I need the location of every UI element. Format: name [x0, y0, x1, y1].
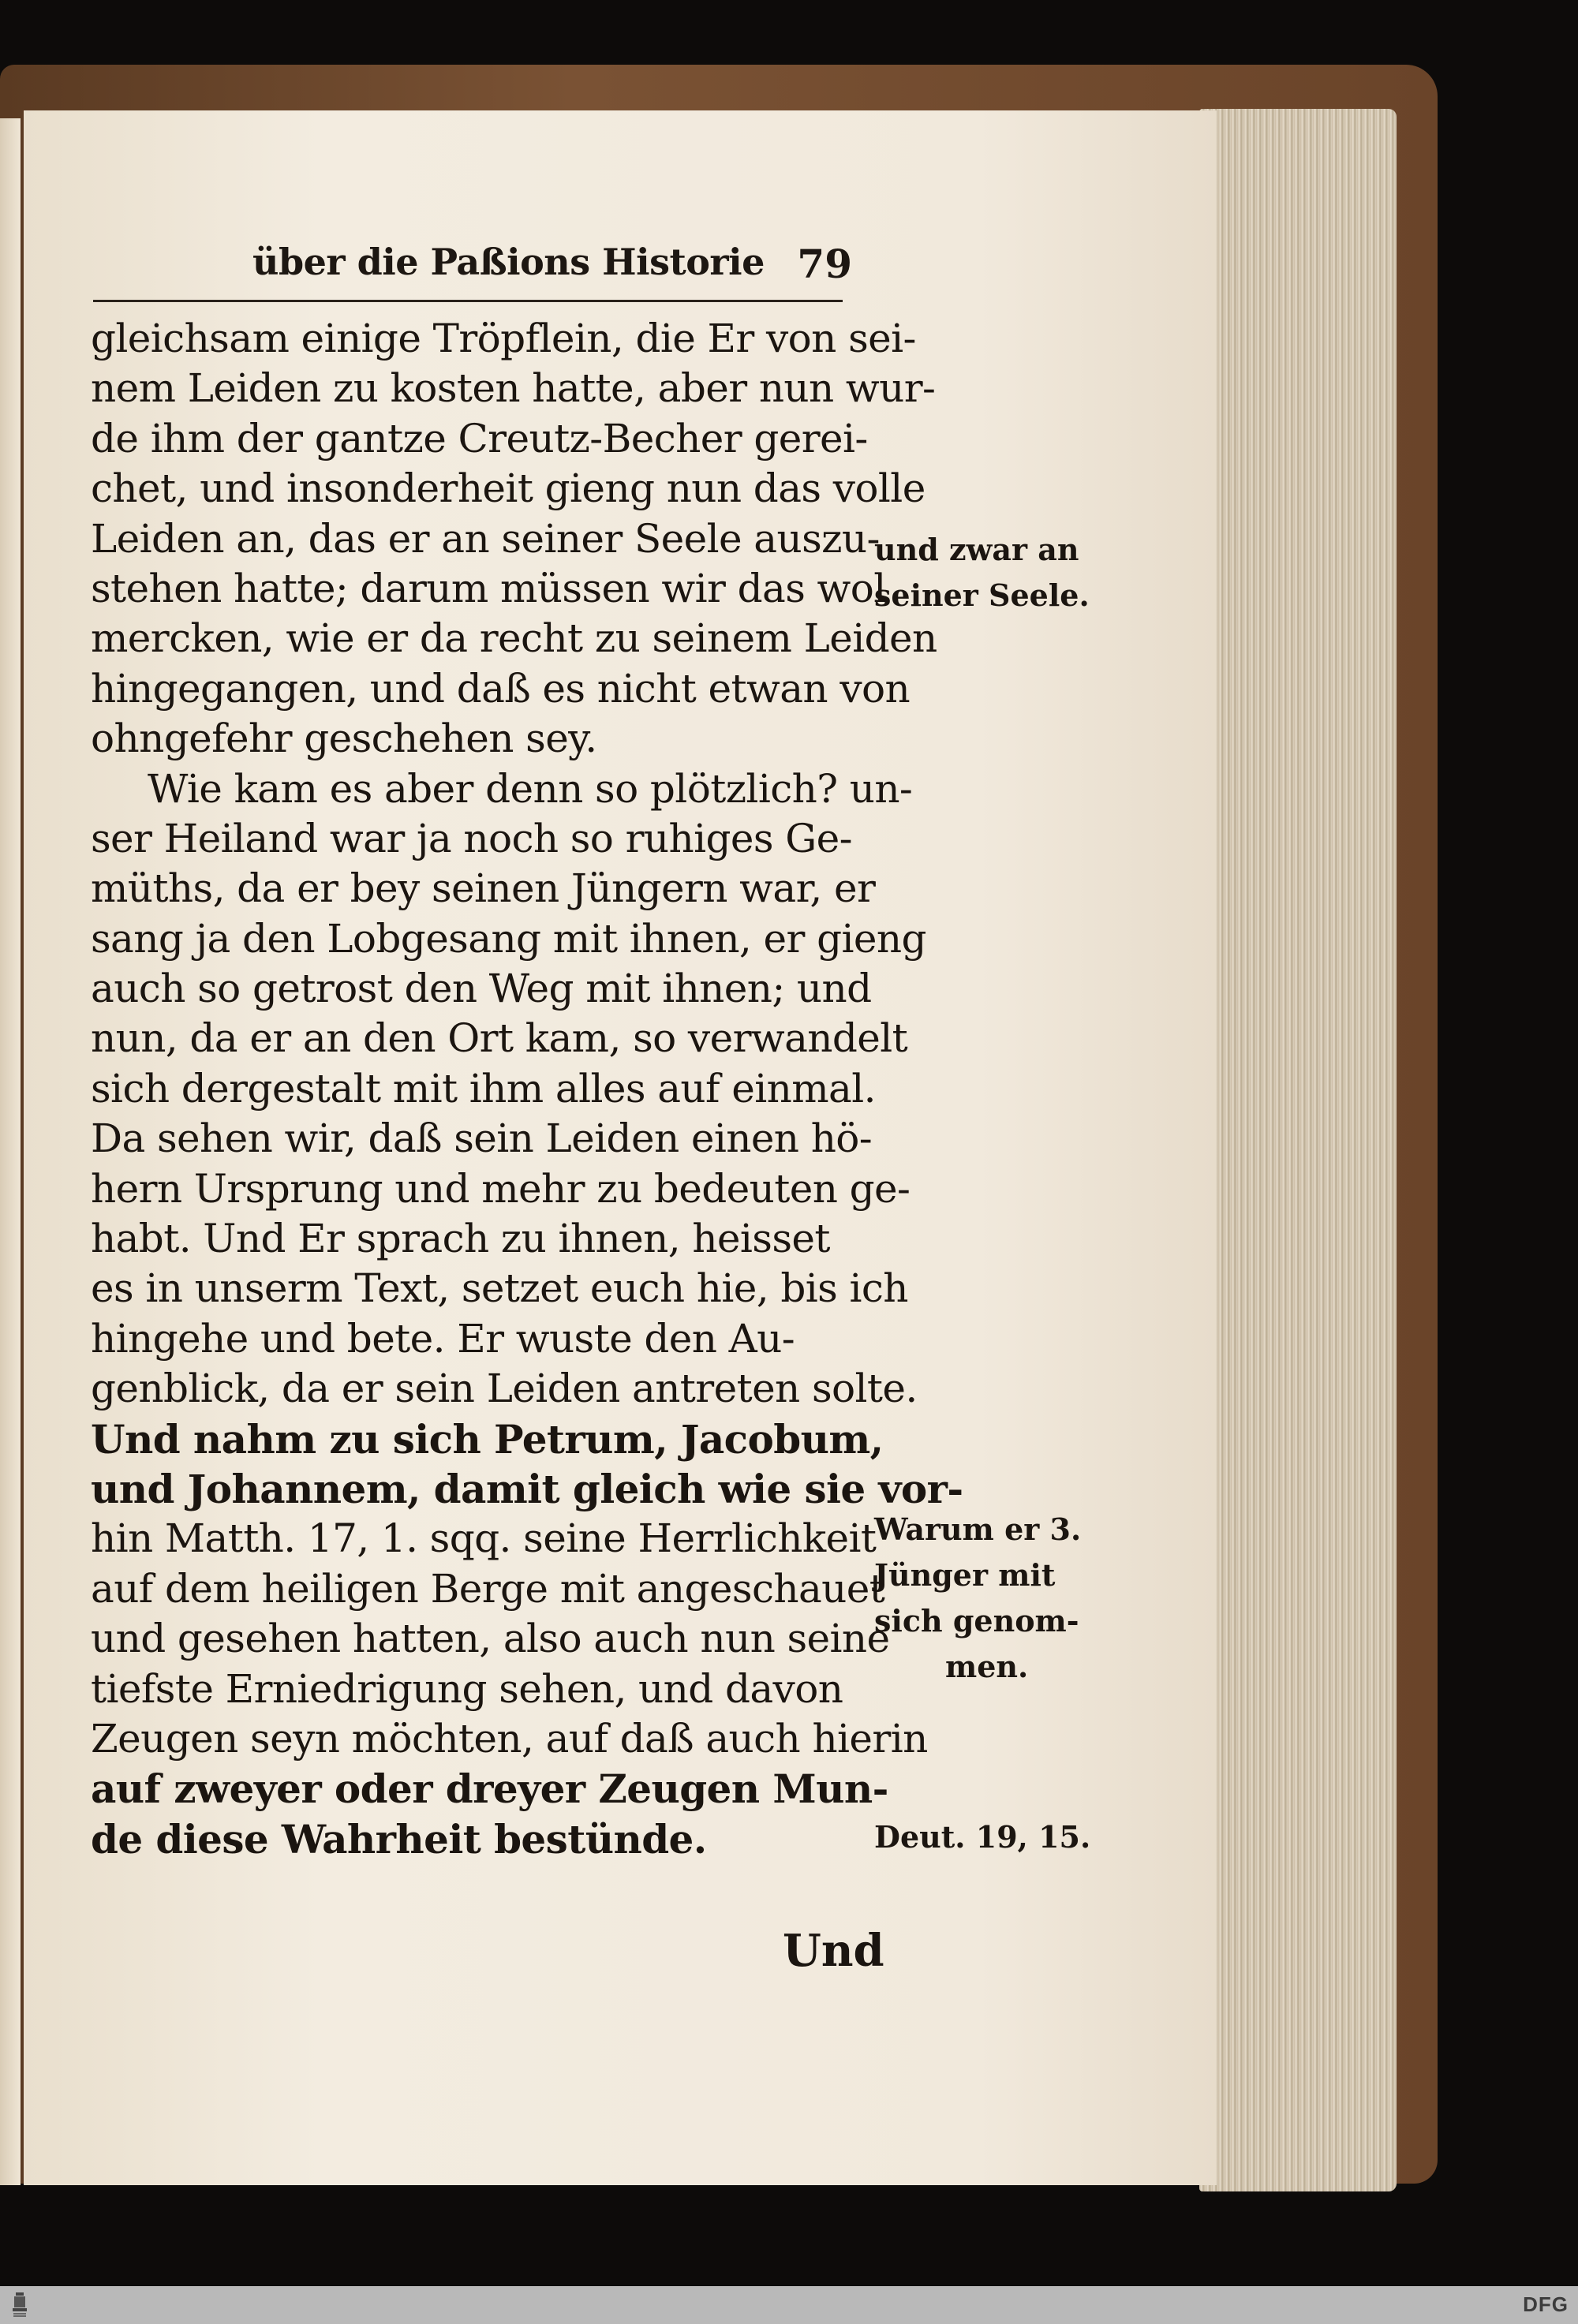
text-line: sich dergestalt mit ihm alles auf einmal.: [91, 1065, 876, 1112]
text-line: Und nahm zu sich Petrum, Jacobum,: [91, 1415, 884, 1463]
page-number: 79: [797, 241, 852, 287]
margin-note-line: Jünger mit: [874, 1557, 1056, 1593]
library-logo-icon: [11, 2291, 28, 2318]
text-line: es in unserm Text, setzet euch hie, bis ich: [91, 1265, 908, 1312]
header-rule: [93, 300, 843, 302]
catchword: Und: [783, 1925, 884, 1977]
text-line: nun, da er an den Ort kam, so verwandelt: [91, 1015, 908, 1062]
text-line: sang ja den Lobgesang mit ihnen, er gieng: [91, 915, 926, 962]
margin-note: [874, 1814, 1090, 1860]
text-line: müths, da er bey seinen Jüngern war, er: [91, 865, 876, 912]
text-line: hingehe und bete. Er wuste den Au-: [91, 1315, 795, 1362]
text-line: nem Leiden zu kosten hatte, aber nun wur-: [91, 365, 936, 412]
margin-note-line: Warum er 3.: [874, 1511, 1082, 1547]
text-line: stehen hatte; darum müssen wir das wol: [91, 565, 886, 611]
text-line: de diese Wahrheit bestünde.: [91, 1815, 707, 1863]
text-line: hin Matth. 17, 1. sqq. seine Herrlichkeit: [91, 1515, 877, 1562]
running-title: über die Paßions Historie: [252, 241, 765, 283]
main-text: [91, 314, 963, 1864]
text-line: Zeugen seyn möchten, auf daß auch hierin: [91, 1715, 928, 1762]
margin-note-line: men.: [945, 1649, 1029, 1684]
text-line: auch so getrost den Weg mit ihnen; und: [91, 966, 872, 1012]
margin-note-line: sich genom-: [874, 1603, 1079, 1638]
text-line: auf zweyer oder dreyer Zeugen Mun-: [91, 1765, 888, 1813]
margin-note-line: und zwar an: [874, 532, 1079, 567]
text-line: auf dem heiligen Berge mit angeschauet: [91, 1565, 885, 1612]
text-line: genblick, da er sein Leiden antreten solte.: [91, 1366, 918, 1412]
text-line: Da sehen wir, daß sein Leiden einen hö-: [91, 1115, 873, 1162]
text-line: ser Heiland war ja noch so ruhiges Ge-: [91, 815, 852, 861]
text-line: tiefste Erniedrigung sehen, und davon: [91, 1665, 843, 1712]
text-line: und Johannem, damit gleich wie sie vor-: [91, 1465, 963, 1512]
text-line: hingegangen, und daß es nicht etwan von: [91, 665, 911, 712]
footer-bar: [0, 2286, 1578, 2324]
dfg-logo: DFG: [1523, 2292, 1569, 2316]
text-line: habt. Und Er sprach zu ihnen, heisset: [91, 1216, 830, 1262]
text-line: mercken, wie er da recht zu seinem Leiden: [91, 615, 937, 662]
text-line: ohngefehr geschehen sey.: [91, 716, 597, 762]
text-line: chet, und insonderheit gieng nun das volle: [91, 465, 925, 512]
text-line: Leiden an, das er an seiner Seele auszu-: [91, 515, 880, 562]
text-line: Wie kam es aber denn so plötzlich? un-: [148, 765, 913, 812]
text-line: und gesehen hatten, also auch nun seine: [91, 1616, 890, 1662]
previous-page-edge: [0, 118, 21, 2185]
text-line: gleichsam einige Tröpflein, die Er von sei-: [91, 316, 916, 361]
text-line: hern Ursprung und mehr zu bedeuten ge-: [91, 1165, 911, 1212]
margin-note: [874, 527, 1090, 618]
margin-note-line: Deut. 19, 15.: [874, 1819, 1091, 1855]
margin-note: [874, 1507, 1081, 1690]
page-header: [252, 241, 852, 296]
margin-note-line: seiner Seele.: [874, 577, 1090, 613]
text-line: de ihm der gantze Creutz-Becher gerei-: [91, 415, 868, 461]
page-edges: [1199, 109, 1397, 2191]
